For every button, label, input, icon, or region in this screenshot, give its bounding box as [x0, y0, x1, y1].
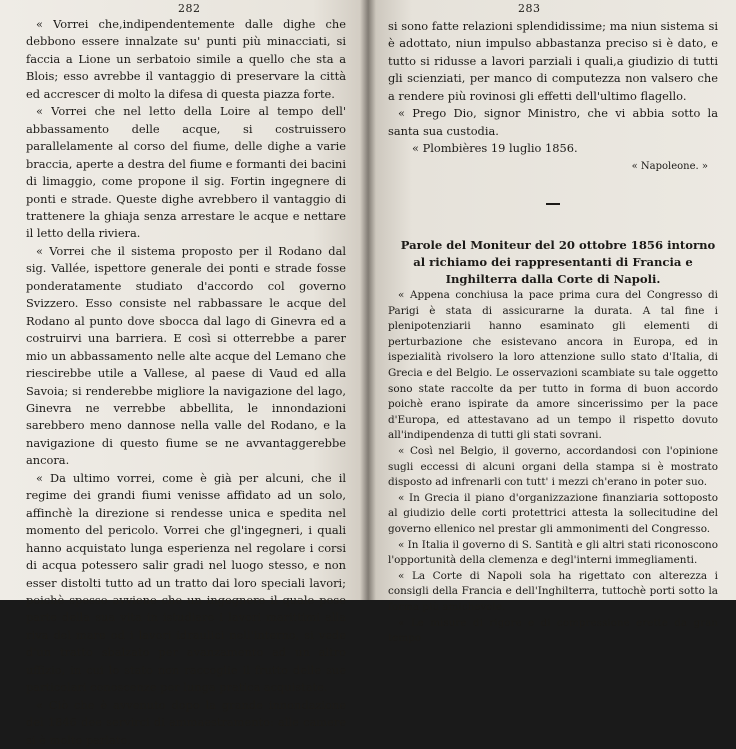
paragraph: « In Italia il governo di S. Santità e gli altri stati riconoscono l'opportunità della clemenza e degl'interni immegliamenti.: [388, 538, 718, 567]
paragraph: « Vorrei che,indipendentemente dalle dighe che debbono essere innalzate su' punti più minacciati, si faccia a Lione un serbatoio simile a quello che sta a Blois; esso avrebbe il vantaggio di preservare la città ed accrescer di molto la difesa di questa piazza forte.: [26, 17, 346, 101]
paragraph: « La Corte di Napoli sola ha rigettato con alterezza i consigli della Francia e dell'Inghilterra, tuttochè porti sotto la forma più amichevole.: [388, 569, 718, 613]
paragraph: « Vorrei che il sistema proposto per il Rodano dal sig. Vallée, ispettore generale dei ponti e strade fosse ponderatamente studiato d'accordo col governo Svizzero. Esso consiste nel rabbassare le acque del Rodano al punto dove sbocca dal lago di Ginevra ed a costruirvi una barriera. E così si otterrebbe a parer mio un abbassamento nelle alte acque del Lemano che riescirebbe utile a Vallese, al paese di Vaud ed alla Savoia; si renderebbe migliore la navigazione del lago, Ginevra ne verrebbe abbellita, le innondazioni sarebbero meno dannose nella valle del Rodano, e la navigazione di questo fiume se ne avvantaggerebbe ancora.: [26, 243, 346, 468]
left-page-text: [26, 16, 346, 749]
right-page: [368, 0, 736, 645]
section-divider: [546, 203, 560, 205]
paragraph: « Così nel Belgio, il governo, accordandosi con l'opinione sugli eccessi di alcuni organi della stampa si è mostrato disposto ad infrenarli con tutt' i mezzi ch'erano in poter suo.: [388, 445, 718, 489]
closing-prayer: « Prego Dio, signor Ministro, che vi abbia sotto la santa sua custodia.: [388, 106, 718, 138]
signature: « Napoleone. »: [631, 160, 708, 172]
page-number-left: 282: [178, 2, 201, 15]
page-number-right: 283: [518, 2, 541, 15]
section-title: Parole del Moniteur del 20 ottobre 1856 intorno al richiamo dei rappresentanti di Francia e Inghilterra dalla Corte di Napoli.: [400, 238, 716, 287]
letter-date: « Plombières 19 luglio 1856.: [412, 141, 578, 156]
paragraph: « Ciò che è avvenuto dopo la grande innondazione del 1846 dee servirci di ammaestramento: alle camere si è molto parlato,: [26, 697, 346, 747]
paragraph: « Appena conchiusa la pace prima cura del Congresso di Parigi è stata di assicurarne la durata. A tal fine i plenipotenziarii hanno esaminato gli elementi di perturbazione che esistevano ancora in Europa, ed in ispezialità rivolsero la loro attenzione sullo stato d'Italia, di Grecia e del Belgio. Le osservazioni scambiate su tale oggetto sono state raccolte da per tutto in forma di buon accordo poichè erano ispirate da amore sincerissimo per la pace d'Europa, ed attestavano ad un tempo il rispetto dovuto all'indipendenza di tutti gli stati sovrani.: [388, 289, 718, 442]
right-page-text: [388, 18, 718, 647]
continuation-paragraph: si sono fatte relazioni splendidissime; ma niun sistema si è adottato, niun impulso abbastanza preciso si è dato, e tutto si ridusse a lavori parziali i quali,a giudizio di tutti gli scienziati, per manco di computezza non valsero che a rendere più rovinosi gli effetti dell'ultimo flagello.: [388, 19, 718, 103]
paragraph: « Le misure di rigore e di compressione erette da gran tempo: [388, 616, 718, 645]
left-page: [0, 0, 368, 747]
moniteur-text: [388, 288, 718, 647]
paragraph: « In Grecia il piano d'organizzazione finanziaria sottoposto al giudizio delle corti protettrici attesta la sollecitudine del governo ellenico nel prestar gli ammonimenti del Congresso.: [388, 491, 718, 535]
paragraph: « Vorrei che nel letto della Loire al tempo dell' abbassamento delle acque, si costruissero parallelamente al corso del fiume, delle dighe a varie braccia, aperte a destra del fiume e formanti dei bacini di limaggio, come propone il sig. Fortin ingegnere di ponti e strade. Queste dighe avrebbero il vantaggio di trattenere la ghiaja senza arrestare le acque e nettare il letto della riviera.: [26, 104, 346, 241]
paragraph: « Da ultimo vorrei, come è già per alcuni, che il regime dei grandi fiumi venisse affidato ad un solo, affinchè la direzione si rendesse unica e spedita nel momento del pericolo. Vorrei che gl'ingegneri, i quali hanno acquistato lunga esperienza nel regolare i corsi di acqua potessero salir gradi nel luogo stesso, e non esser distolti tutto ad un tratto dai loro speciali lavori; poichè spesso avviene che un ingegnere il quale pose parte della sua vita in istudiare i lavori marittimi alla riva del mare od i lavori idraulici nell'interno, si vede d'un tratto sbalzato per avanzamento ad un altro uffizio, in cui lo stato non raccoglie il frutto delle sue particolari conoscenze per lunga pratica acquistate.: [26, 470, 346, 695]
